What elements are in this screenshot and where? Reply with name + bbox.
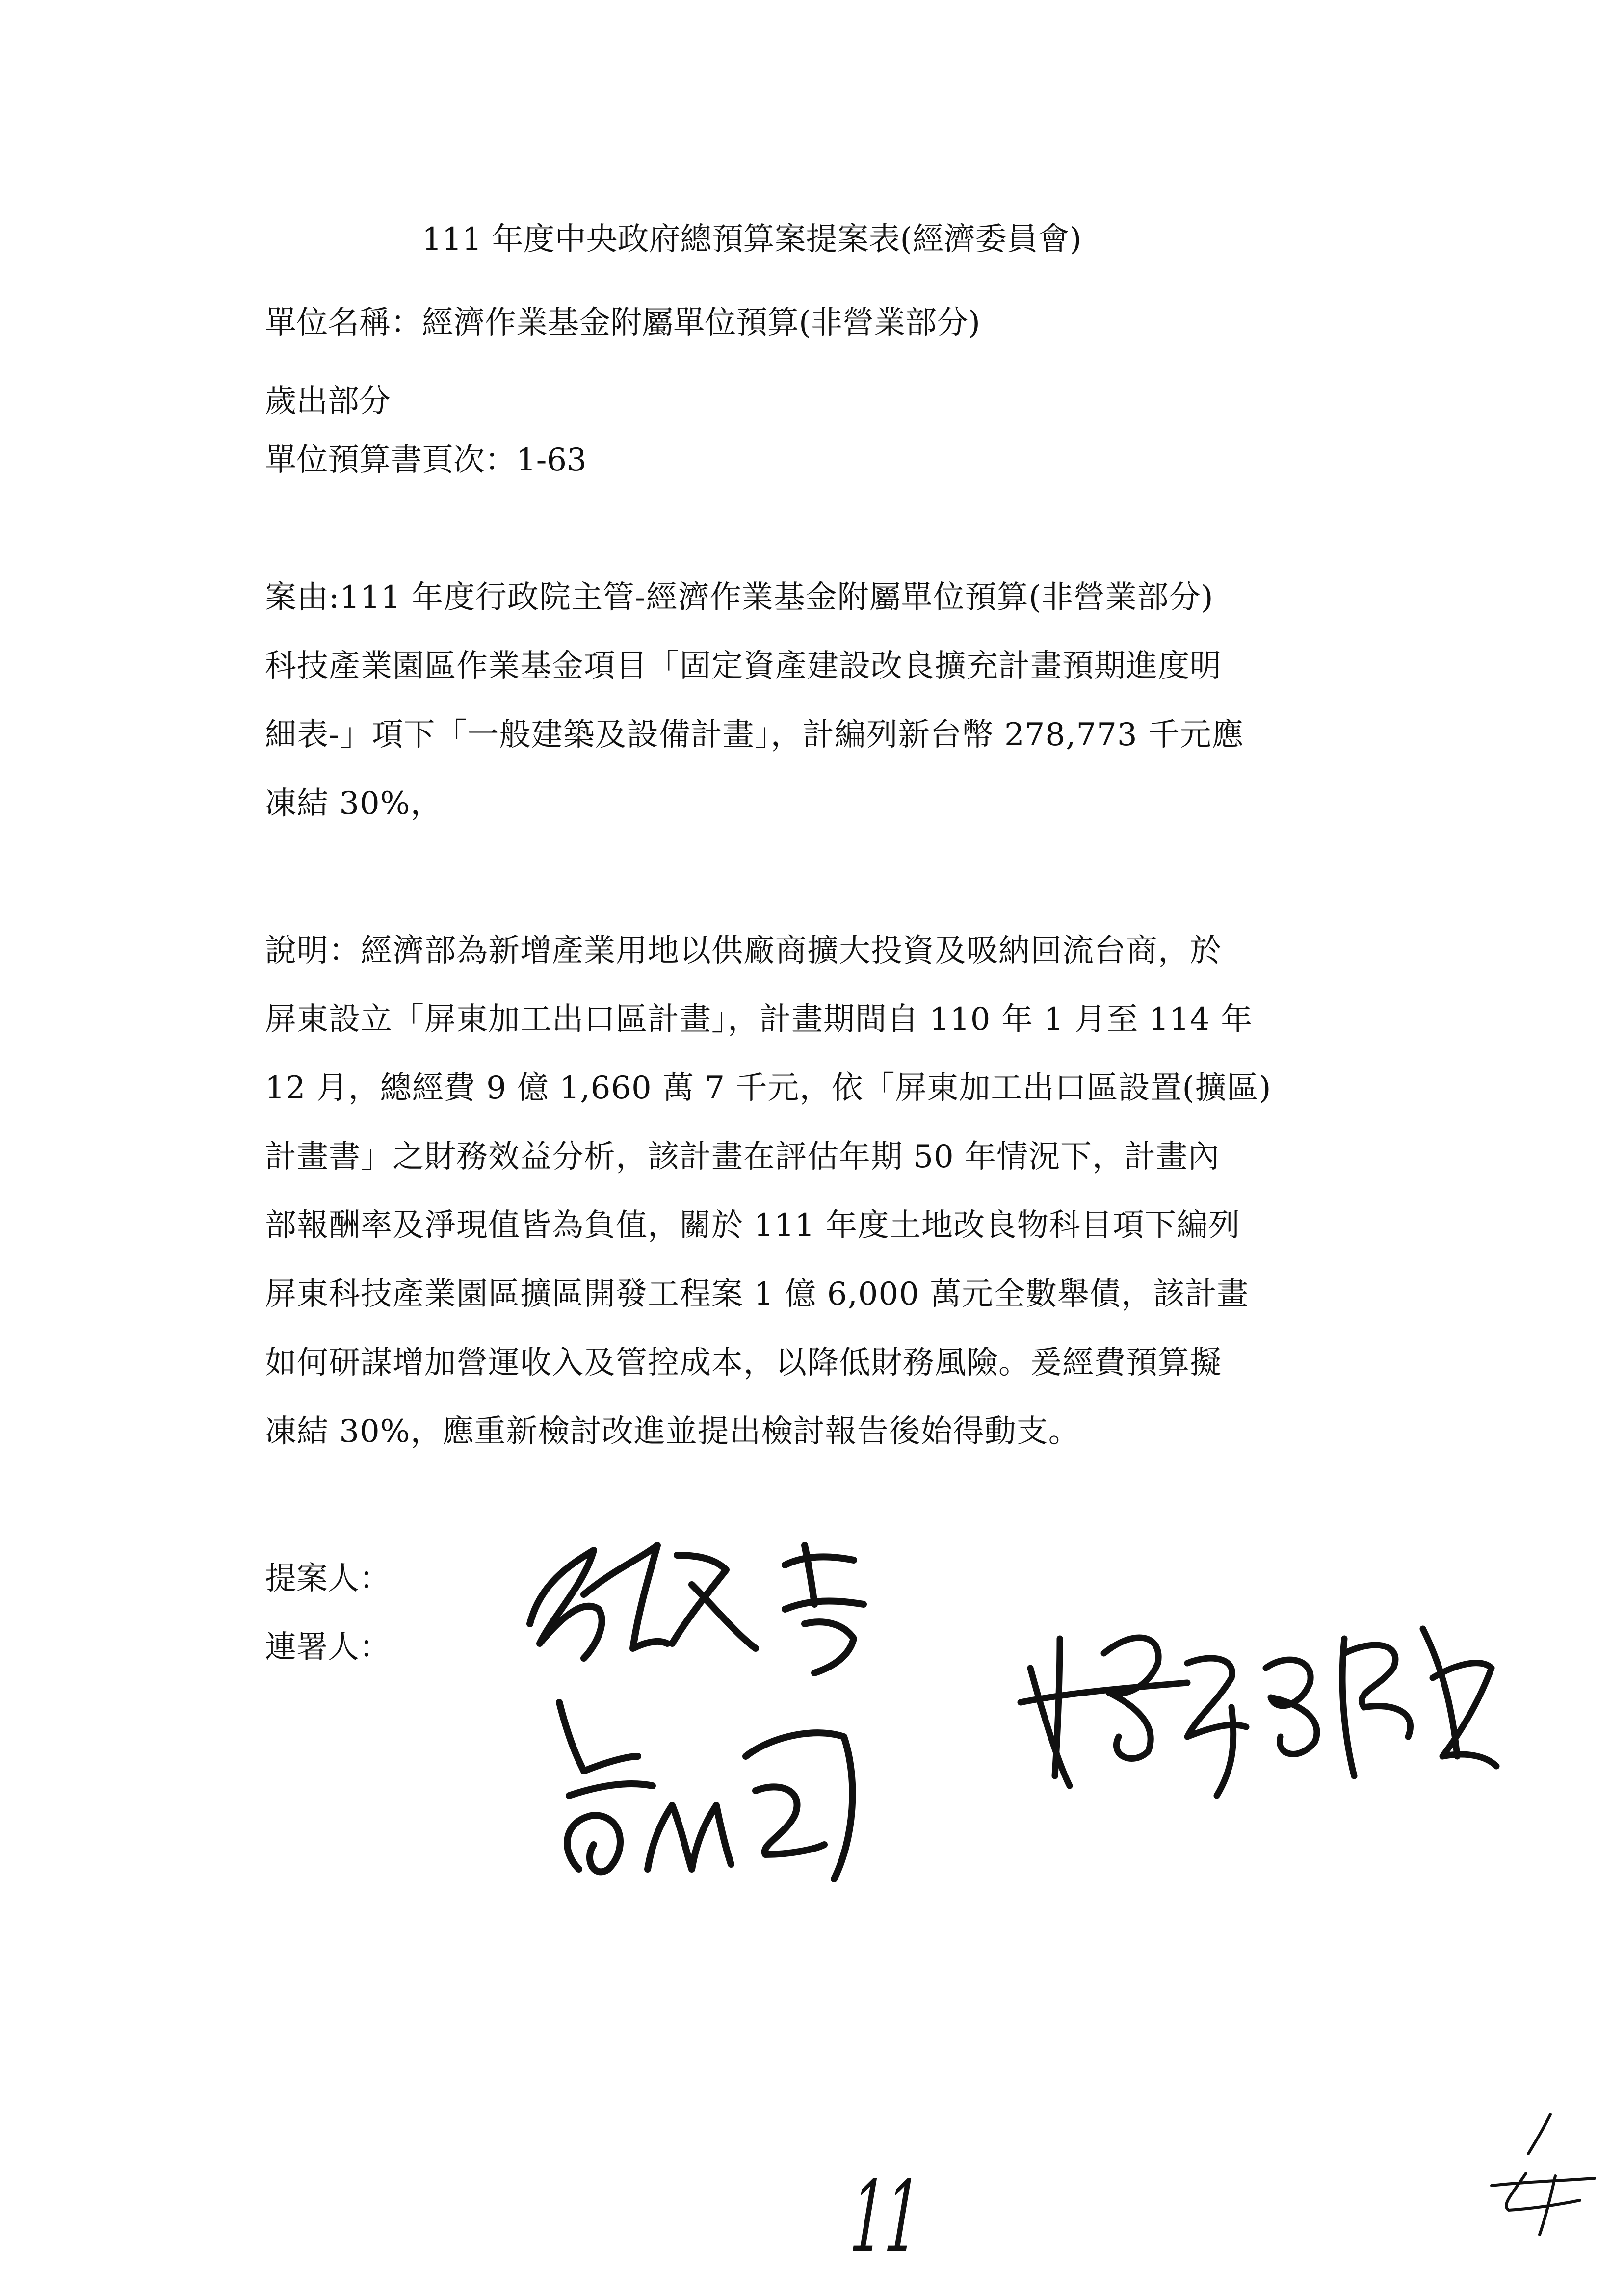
explanation-line: 屏東科技產業園區擴區開發工程案 1 億 6,000 萬元全數舉債，該計畫	[265, 1276, 1249, 1312]
budget-page-ref: 單位預算書頁次：1-63	[265, 442, 587, 478]
cosigner-label: 連署人：	[265, 1629, 391, 1666]
reason-line: 科技產業園區作業基金項目「固定資產建設改良擴充計畫預期進度明	[265, 648, 1222, 684]
explanation-line: 部報酬率及淨現值皆為負值，關於 111 年度土地改良物科目項下編列	[265, 1207, 1240, 1244]
reason-line: 案由:111 年度行政院主管-經濟作業基金附屬單位預算(非營業部分)	[265, 579, 1214, 616]
corner-mark	[1482, 2105, 1599, 2242]
reason-line: 凍結 30%，	[265, 785, 443, 822]
section-label: 歲出部分	[265, 383, 391, 419]
explanation-line: 屏東設立「屏東加工出口區計畫」，計畫期間自 110 年 1 月至 114 年	[265, 1001, 1253, 1038]
page-number: 11	[847, 2160, 923, 2274]
cosigner-signature	[540, 1683, 883, 1889]
proposer-label: 提案人：	[265, 1561, 391, 1597]
cosigner-signature	[1001, 1609, 1506, 1825]
proposal-title: 111 年度中央政府總預算案提案表(經濟委員會)	[422, 221, 1082, 258]
explanation-line: 12 月，總經費 9 億 1,660 萬 7 千元，依「屏東加工出口區設置(擴區)	[265, 1070, 1272, 1106]
explanation-line: 計畫書」之財務效益分析，該計畫在評估年期 50 年情況下，計畫內	[265, 1139, 1220, 1175]
explanation-line: 如何研謀增加營運收入及管控成本，以降低財務風險。爰經費預算擬	[265, 1345, 1222, 1381]
explanation-line: 凍結 30%，應重新檢討改進並提出檢討報告後始得動支。	[265, 1413, 1080, 1450]
explanation-line: 說明：經濟部為新增產業用地以供廠商擴大投資及吸納回流台商，於	[265, 933, 1222, 969]
proposer-signature	[510, 1526, 903, 1683]
reason-line: 細表-」項下「一般建築及設備計畫」，計編列新台幣 278,773 千元應	[265, 717, 1244, 753]
unit-name: 單位名稱：經濟作業基金附屬單位預算(非營業部分)	[265, 305, 980, 341]
